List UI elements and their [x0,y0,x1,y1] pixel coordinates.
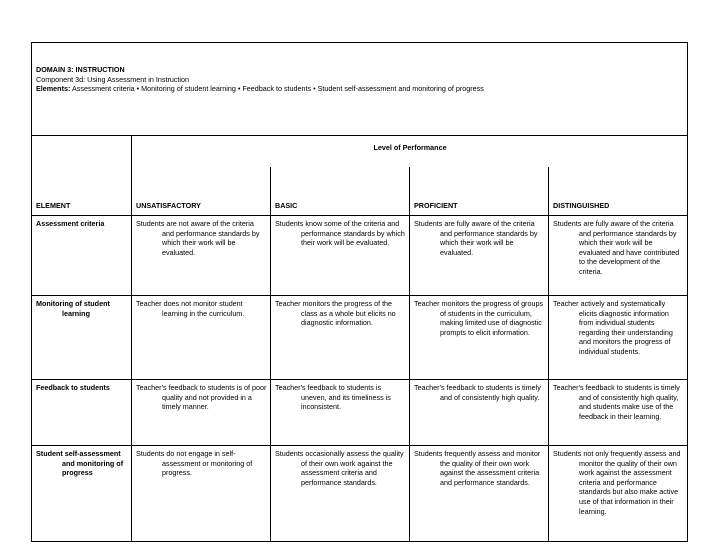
cell-unsatisfactory: Teacher's feedback to students is of poor quality and not provided in a timely manner. [132,380,271,446]
spacer-cell [32,167,132,197]
cell-basic: Students occasionally assess the quality of their own work against the assessment criteria and performance standards. [271,446,410,542]
level-row [32,136,688,168]
column-header-unsatisfactory: UNSATISFACTORY [132,197,271,216]
table-row [32,446,688,542]
cell-proficient: Students frequently assess and monitor the quality of their own work against the assessment criteria and performance standards. [410,446,549,542]
level-of-performance-label: Level of Performance [132,136,688,168]
column-header-proficient: PROFICIENT [410,197,549,216]
table-row [32,216,688,296]
cell-proficient: Students are fully aware of the criteria and performance standards by which their work will be evaluated. [410,216,549,296]
column-header-distinguished: DISTINGUISHED [549,197,688,216]
cell-unsatisfactory: Students do not engage in self-assessment or monitoring of progress. [132,446,271,542]
cell-basic: Teacher's feedback to students is uneven, and its timeliness is inconsistent. [271,380,410,446]
spacer-cell [271,167,410,197]
header-cell [32,43,688,136]
elements-label: Elements: [36,84,71,94]
spacer-cell [132,167,271,197]
cell-distinguished: Teacher actively and systematically elicits diagnostic information from individual students regarding their understanding and monitors the progress of individual students. [549,296,688,380]
elements-text: Assessment criteria • Monitoring of student learning • Feedback to students • Student self-assessment and monitoring of progress [71,84,484,94]
spacer-cell [410,167,549,197]
element-name: Monitoring of student learning [32,296,132,380]
table-row [32,296,688,380]
spacer-cell [549,167,688,197]
cell-basic: Teacher monitors the progress of the class as a whole but elicits no diagnostic information. [271,296,410,380]
level-spacer-cell [32,136,132,168]
cell-proficient: Teacher monitors the progress of groups of students in the curriculum, making limited use of diagnostic prompts to elicit information. [410,296,549,380]
component-line: Component 3d: Using Assessment in Instruction [36,74,190,84]
element-name: Feedback to students [32,380,132,446]
element-name: Assessment criteria [32,216,132,296]
table-row [32,380,688,446]
rubric-table [31,42,688,542]
header-row [32,43,688,136]
column-header-element: ELEMENT [32,197,132,216]
spacer-row [32,167,688,197]
element-name: Student self-assessment and monitoring of progress [32,446,132,542]
cell-unsatisfactory: Students are not aware of the criteria and performance standards by which their work will be evaluated. [132,216,271,296]
cell-distinguished: Students are fully aware of the criteria and performance standards by which their work will be evaluated and have contributed to the development of the criteria. [549,216,688,296]
cell-proficient: Teacher's feedback to students is timely and of consistently high quality. [410,380,549,446]
cell-unsatisfactory: Teacher does not monitor student learning in the curriculum. [132,296,271,380]
elements-line [36,84,684,94]
cell-distinguished: Teacher's feedback to students is timely and of consistently high quality, and students make use of the feedback in their learning. [549,380,688,446]
column-header-row [32,197,688,216]
cell-basic: Students know some of the criteria and performance standards by which their work will be evaluated. [271,216,410,296]
cell-distinguished: Students not only frequently assess and monitor the quality of their own work against the assessment criteria and performance standards but also make active use of that information in their learning. [549,446,688,542]
column-header-basic: BASIC [271,197,410,216]
domain-title: DOMAIN 3: INSTRUCTION [36,65,125,74]
